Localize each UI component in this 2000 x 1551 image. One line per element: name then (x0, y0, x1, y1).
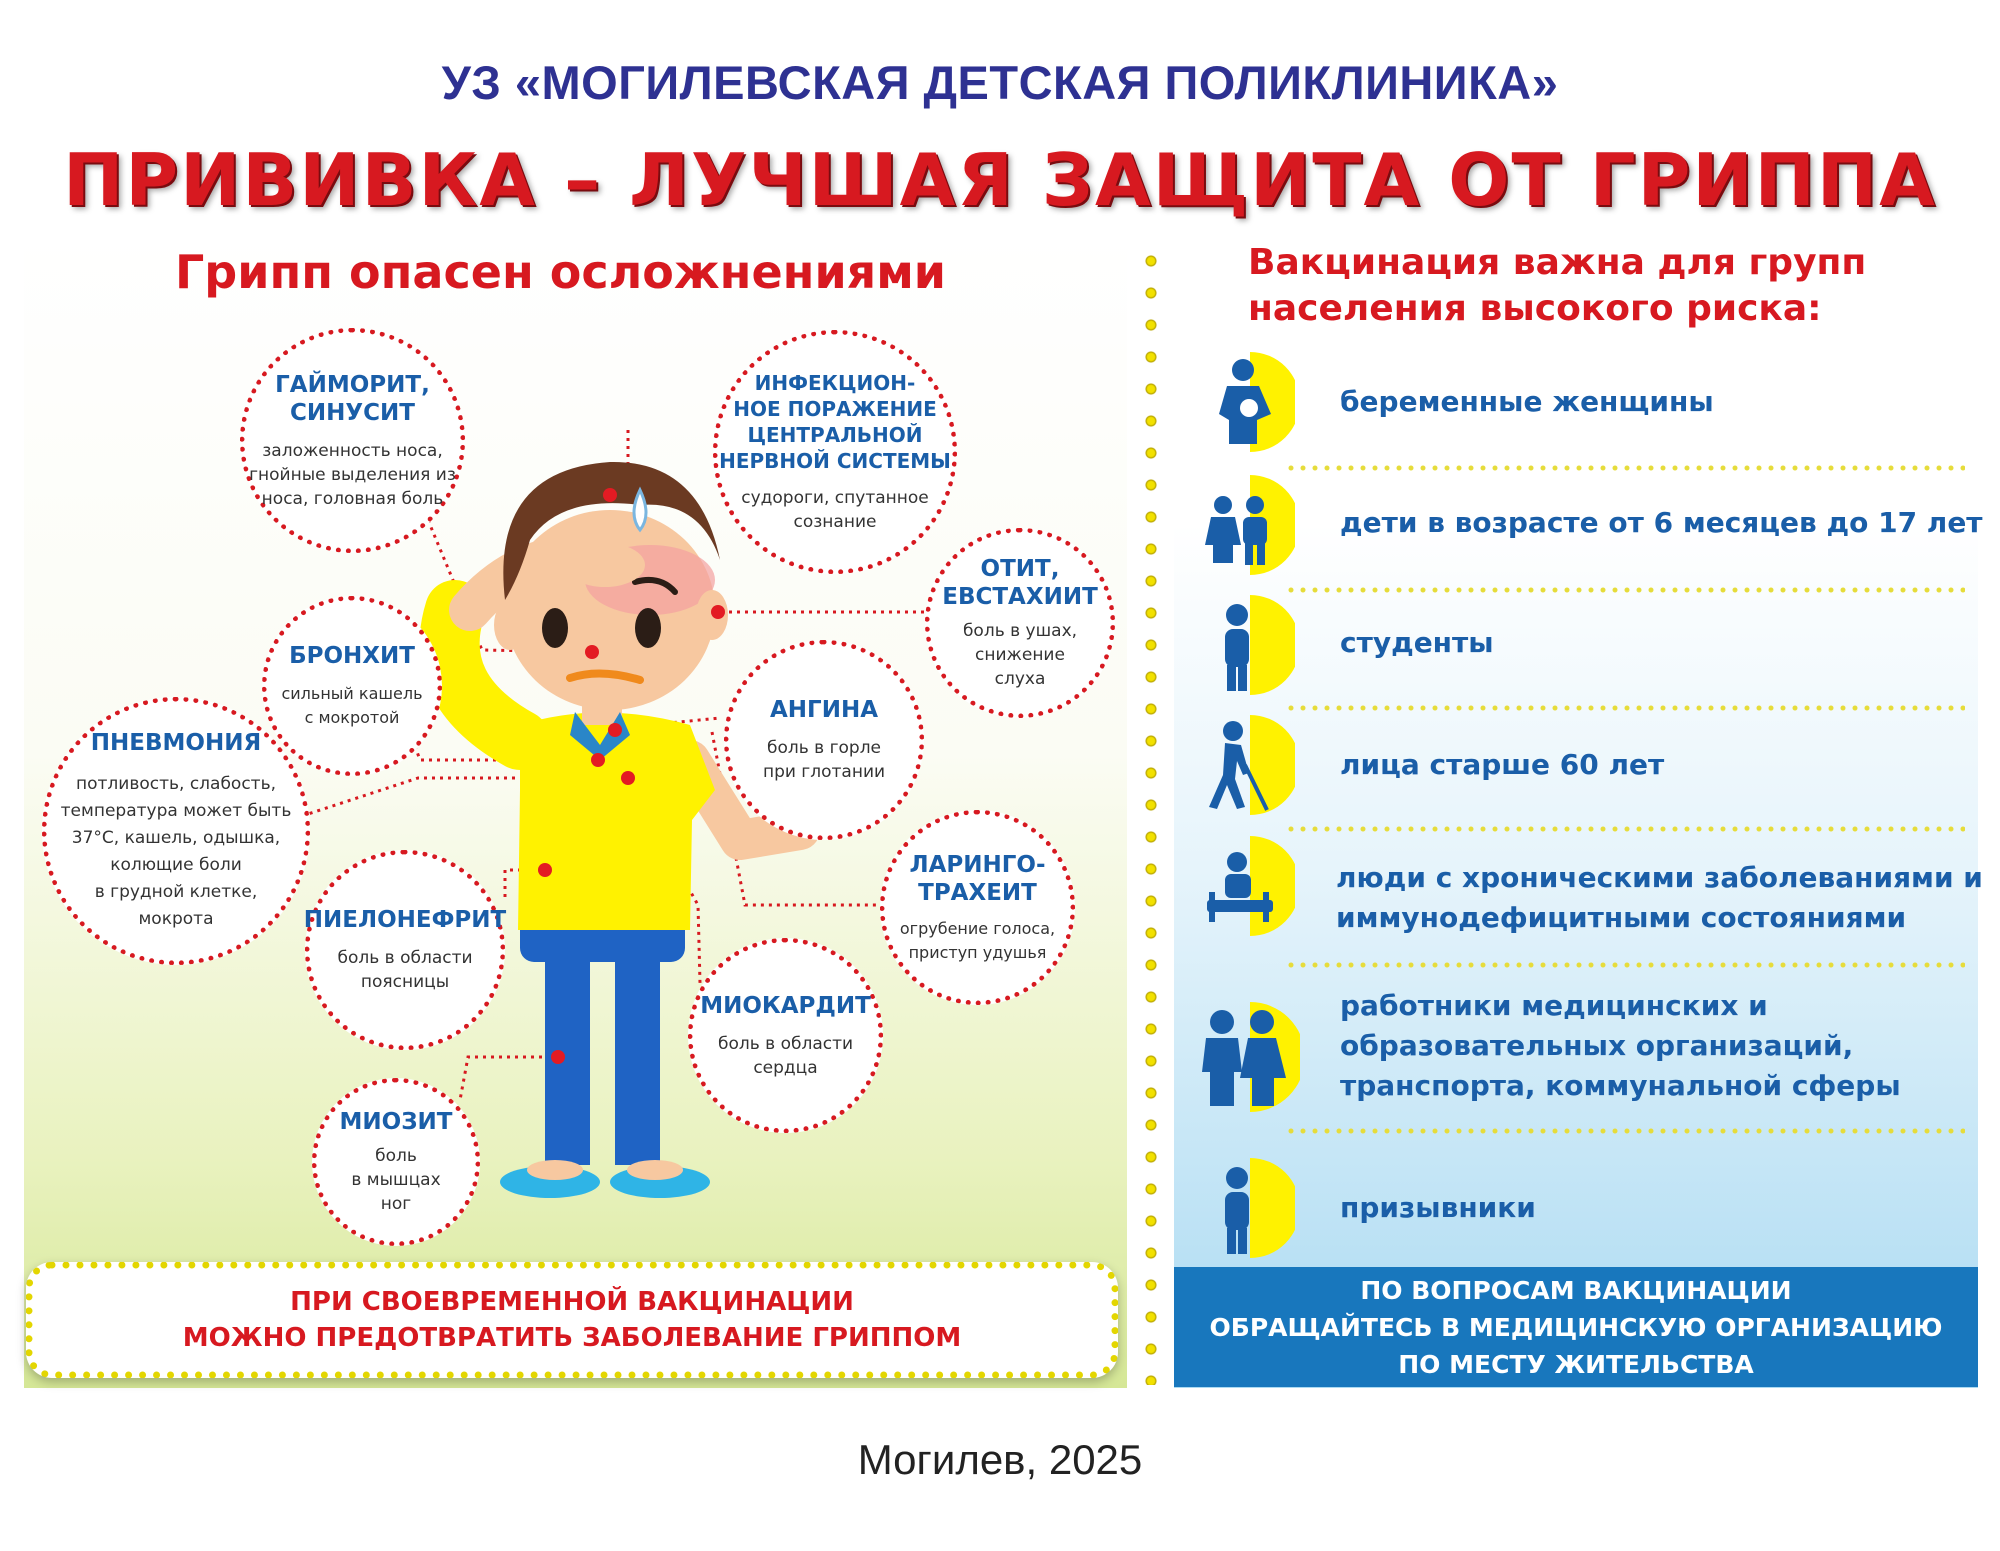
elderly-person-icon (1205, 715, 1295, 815)
risk-group-chronic: люди с хроническими заболеваниями и иммунодефицитными состояниями (1336, 861, 1983, 934)
risk-group-conscripts: призывники (1340, 1191, 1536, 1224)
children-icon (1205, 475, 1295, 575)
separator (1285, 587, 1965, 593)
risk-group-workers: работники медицинских и образовательных организаций, транспорта, коммунальной сферы (1340, 989, 1901, 1102)
pregnant-woman-icon (1205, 352, 1295, 452)
complication-pyelonephritis: ПИЕЛОНЕФРИТ боль в области поясницы (305, 850, 505, 1050)
complication-myositis: МИОЗИТ боль в мышцах ног (312, 1078, 480, 1246)
headline: ПРИВИВКА – ЛУЧШАЯ ЗАЩИТА ОТ ГРИППА (63, 138, 1937, 222)
conscript-icon (1205, 1158, 1295, 1258)
complication-sinusitis: ГАЙМОРИТ, СИНУСИТ заложенность носа, гнойные выделения из носа, головная боль (240, 328, 465, 553)
risk-group-children: дети в возрасте от 6 месяцев до 17 лет (1340, 506, 1983, 539)
risk-groups-title: Вакцинация важна для групп населения высокого риска: (1248, 242, 1867, 329)
organization-title: УЗ «МОГИЛЕВСКАЯ ДЕТСКАЯ ПОЛИКЛИНИКА» (441, 56, 1559, 109)
separator (1285, 962, 1965, 968)
complication-angina: АНГИНА боль в горле при глотании (724, 640, 924, 840)
complication-myocarditis: МИОКАРДИТ боль в области сердца (688, 938, 883, 1133)
risk-group-pregnant: беременные женщины (1340, 385, 1714, 418)
complications-title: Грипп опасен осложнениями (175, 245, 947, 299)
complication-bronchitis: БРОНХИТ сильный кашель с мокротой (262, 596, 442, 776)
separator (1285, 705, 1965, 711)
separator (1285, 826, 1965, 832)
risk-group-students: студенты (1340, 626, 1494, 659)
footer-location-year: Могилев, 2025 (857, 1436, 1143, 1483)
risk-group-elderly: лица старше 60 лет (1340, 748, 1665, 781)
complication-laryngotracheitis: ЛАРИНГО- ТРАХЕИТ огрубение голоса, приступ удушья (880, 810, 1075, 1005)
contact-note: ПО ВОПРОСАМ ВАКЦИНАЦИИ ОБРАЩАЙТЕСЬ В МЕДИЦИНСКУЮ ОРГАНИЗАЦИЮ ПО МЕСТУ ЖИТЕЛЬСТВА (1174, 1267, 1978, 1387)
chronic-patient-icon (1205, 836, 1295, 936)
separator (1285, 1128, 1965, 1134)
student-icon (1205, 595, 1295, 695)
dotted-divider (1143, 245, 1159, 1385)
complication-pneumonia: ПНЕВМОНИЯ потливость, слабость, температура может быть 37°С, кашель, одышка, колющие боли в грудной клетке, мокрота (42, 697, 310, 965)
complication-cns-infection: ИНФЕКЦИОН- НОЕ ПОРАЖЕНИЕ ЦЕНТРАЛЬНОЙ НЕРВНОЙ СИСТЕМЫ судороги, спутанное сознание (713, 330, 957, 574)
workers-icon (1200, 1002, 1300, 1112)
separator (1285, 465, 1965, 471)
prevention-note: ПРИ СВОЕВРЕМЕННОЙ ВАКЦИНАЦИИ МОЖНО ПРЕДОТВРАТИТЬ ЗАБОЛЕВАНИЕ ГРИППОМ (26, 1262, 1118, 1378)
complication-otitis: ОТИТ, ЕВСТАХИИТ боль в ушах, снижение слуха (925, 528, 1115, 718)
